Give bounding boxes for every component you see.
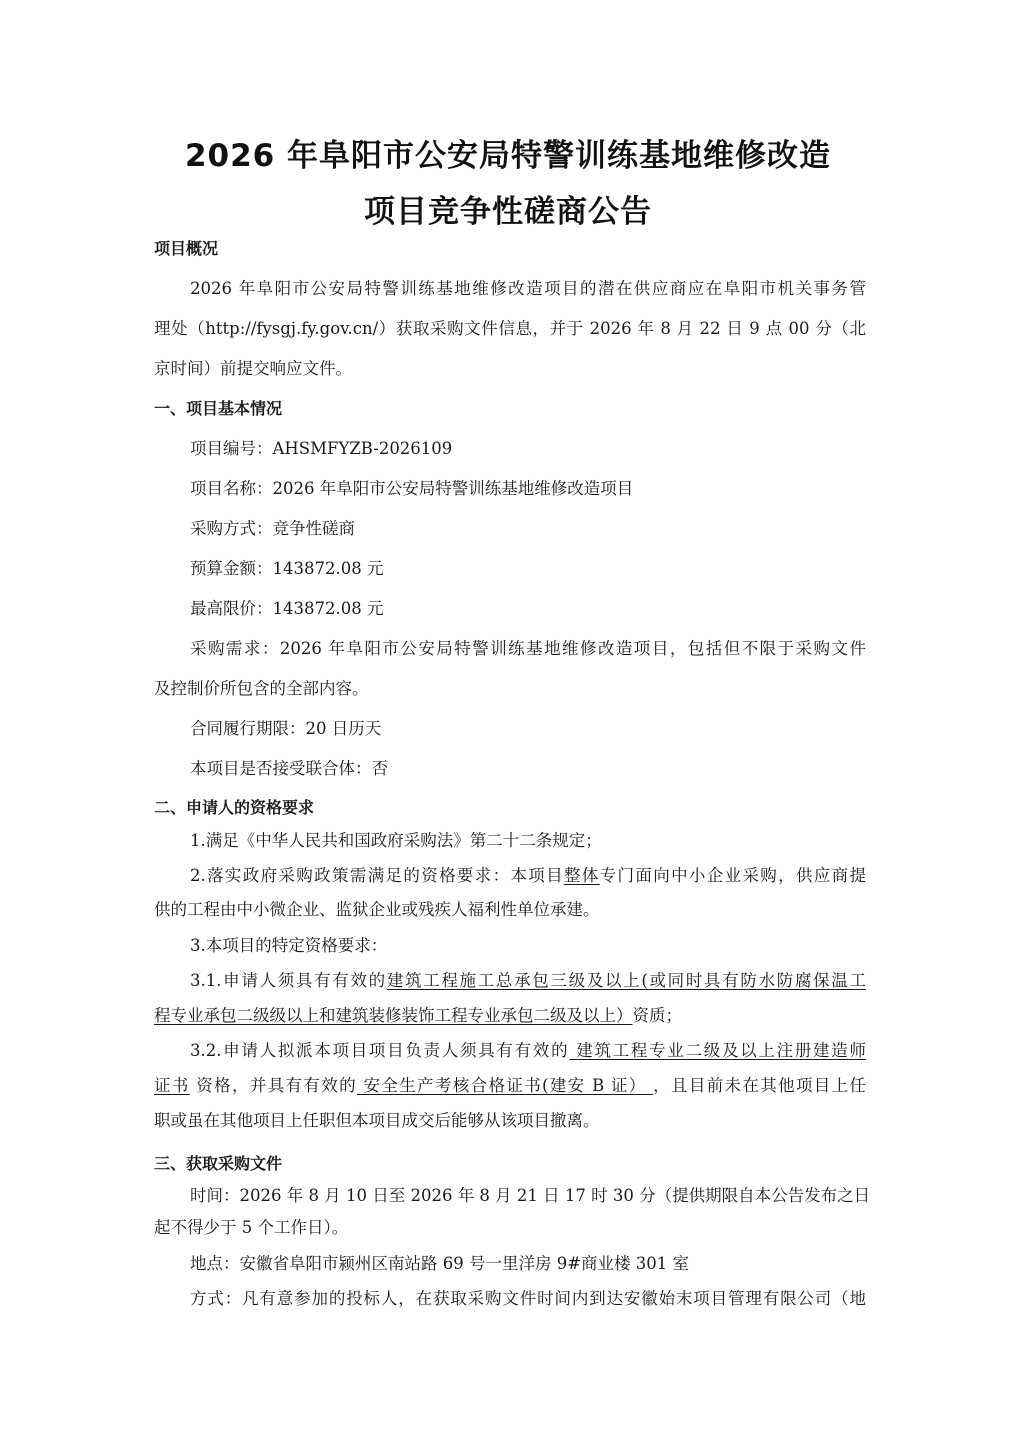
req31-underlined-1: 建筑工程施工总承包三级及以上(或同时具有防水防腐保温工 [386,971,866,990]
time-line-1: 时间：2026 年 8 月 10 日至 2026 年 8 月 21 日 17 时 30 分（提供期限自本公告发布之日 [190,1186,871,1205]
demand-line-1: 采购需求：2026 年阜阳市公安局特警训练基地维修改造项目，包括但不限于采购文件 [190,639,866,658]
req32-underlined-1: 建筑工程专业二级及以上注册建造师 [569,1041,866,1060]
req2-text-pre: 2.落实政府采购政策需满足的资格要求：本项目 [190,866,564,885]
req31-text-post: 资质； [632,1006,682,1025]
procurement-method: 采购方式：竞争性磋商 [190,519,355,538]
demand-line-2: 及控制价所包含的全部内容。 [154,679,369,698]
requirement-3-2-line-1 [190,1041,866,1061]
overview-line-2: 理处（http://fysgj.fy.gov.cn/）获取采购文件信息，并于 2026 年 8 月 22 日 9 点 00 分（北 [154,319,866,338]
consortium: 本项目是否接受联合体：否 [190,759,388,778]
requirement-2-line-1 [190,866,866,886]
requirement-3-1-line-1 [190,971,866,991]
req31-text-pre: 3.1.申请人须具有有效的 [190,971,387,990]
req32-text-mid: 资格，并具有有效的 [189,1076,357,1095]
time-line-2: 起不得少于 5 个工作日）。 [154,1218,349,1237]
section3-heading: 三、获取采购文件 [154,1154,283,1173]
overview-heading: 项目概况 [154,239,219,258]
req32-underlined-3: 安全生产考核合格证书(建安 B 证） [356,1076,654,1095]
title-line-1: 2026 年阜阳市公安局特警训练基地维修改造 [184,138,832,174]
way: 方式：凡有意参加的投标人，在获取采购文件时间内到达安徽始末项目管理有限公司（地 [190,1289,866,1308]
req32-text-pre: 3.2.申请人拟派本项目项目负责人须具有有效的 [190,1041,570,1060]
max-price: 最高限价：143872.08 元 [190,599,384,618]
requirement-3-2-line-2 [154,1076,866,1096]
requirement-3: 3.本项目的特定资格要求： [190,936,388,955]
req2-underlined: 整体 [563,866,600,885]
section2-heading: 二、申请人的资格要求 [154,798,315,817]
req32-underlined-2: 证书 [154,1076,190,1095]
requirement-2-line-2: 供的工程由中小微企业、监狱企业或残疾人福利性单位承建。 [154,900,600,919]
requirement-1: 1.满足《中华人民共和国政府采购法》第二十二条规定； [190,831,602,850]
place: 地点：安徽省阜阳市颍州区南站路 69 号一里洋房 9#商业楼 301 室 [190,1254,690,1273]
title-line-2: 项目竞争性磋商公告 [364,194,652,230]
section1-heading: 一、项目基本情况 [154,399,283,418]
overview-line-1: 2026 年阜阳市公安局特警训练基地维修改造项目的潜在供应商应在阜阳市机关事务管 [190,279,866,298]
project-name: 项目名称：2026 年阜阳市公安局特警训练基地维修改造项目 [190,479,634,498]
budget-amount: 预算金额：143872.08 元 [190,559,384,578]
overview-line-3: 京时间）前提交响应文件。 [154,359,352,378]
req31-underlined-2: 程专业承包二级级以上和建筑装修装饰工程专业承包二级及以上） [154,1006,633,1025]
contract-period: 合同履行期限：20 日历天 [190,719,382,738]
req32-text-post: ，且目前未在其他项目上任 [653,1076,867,1095]
requirement-3-2-line-3: 职或虽在其他项目上任职但本项目成交后能够从该项目撤离。 [154,1111,600,1130]
req2-text-post: 专门面向中小企业采购，供应商提 [599,866,867,885]
project-number: 项目编号：AHSMFYZB-2026109 [190,439,453,458]
requirement-3-1-line-2 [154,1006,866,1026]
